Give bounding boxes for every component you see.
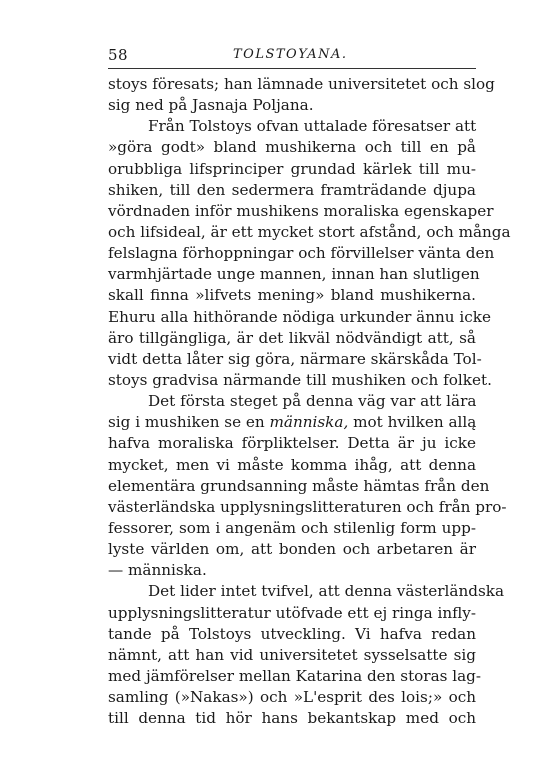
text-line: med jämförelser mellan Katarina den storas lag- bbox=[108, 666, 482, 685]
text-line-with-emphasis bbox=[108, 412, 476, 433]
text-line: stoys föresats; han lämnade universitetet och slog bbox=[108, 75, 495, 93]
emphasized-word: människa, bbox=[269, 413, 349, 432]
body-text bbox=[108, 74, 511, 729]
text-line: till denna tid hör hans bekantskap med och bbox=[108, 709, 476, 728]
paragraph-first-line: Från Tolstoys ofvan uttalade föresatser att bbox=[148, 117, 477, 136]
text-line: sig ned på Jasnaja Poljana. bbox=[108, 96, 314, 115]
text-line: upplysningslitteratur utöfvade ett ej ringa infly- bbox=[108, 603, 476, 622]
text-segment: sig i mushiken se en bbox=[108, 413, 265, 432]
page-header bbox=[108, 46, 476, 70]
text-line: shiken, till den sedermera framträdande djupa bbox=[108, 180, 476, 199]
running-title: TOLSTOYANA. bbox=[233, 47, 348, 62]
text-line: och lifsideal, är ett mycket stort afstånd, och många bbox=[108, 222, 511, 241]
text-line: fessorer, som i angenäm och stilenlig form upp- bbox=[108, 518, 476, 537]
text-line: stoys gradvisa närmande till mushiken och folket. bbox=[108, 370, 492, 389]
text-line: »göra godt» bland mushikerna och till en på bbox=[108, 138, 476, 157]
paragraph-first-line: Det första steget på denna väg var att lära bbox=[148, 392, 477, 411]
text-line: äro tillgängliga, är det likväl nödvändigt att, så bbox=[108, 328, 476, 347]
text-line: vördnaden inför mushikens moraliska egenskaper bbox=[108, 201, 494, 220]
text-line: elementära grundsanning måste hämtas från den bbox=[108, 476, 490, 495]
text-line: varmhjärtade unge mannen, innan han slutligen bbox=[108, 265, 480, 284]
text-line: mycket, men vi måste komma ihåg, att denna bbox=[108, 455, 476, 474]
text-line: Ehuru alla hithörande nödiga urkunder ännu icke bbox=[108, 307, 491, 326]
text-line: felslagna förhoppningar och förvillelser vänta den bbox=[108, 244, 495, 263]
page-number: 58 bbox=[108, 46, 129, 64]
text-line: vidt detta låter sig göra, närmare skärskåda Tol- bbox=[108, 349, 482, 368]
text-line: skall finna »lifvets mening» bland mushikerna. bbox=[108, 286, 476, 305]
text-segment: mot hvilken allą bbox=[353, 413, 477, 432]
paragraph-first-line: Det lider intet tvifvel, att denna västerländska bbox=[148, 582, 505, 601]
header-rule bbox=[108, 68, 476, 69]
text-line: orubbliga lifsprinciper grundad kärlek till mu- bbox=[108, 159, 476, 178]
text-line: tande på Tolstoys utveckling. Vi hafva redan bbox=[108, 624, 476, 643]
text-line: västerländska upplysningslitteraturen och från pro- bbox=[108, 497, 507, 516]
text-line: — människa. bbox=[108, 561, 207, 580]
text-line: hafva moraliska förpliktelser. Detta är ju icke bbox=[108, 434, 476, 453]
text-line: nämnt, att han vid universitetet sysselsatte sig bbox=[108, 645, 476, 664]
text-line: lyste världen om, att bonden och arbetaren är bbox=[108, 540, 476, 559]
text-line: samling (»Nakas») och »L'esprit des lois;» och bbox=[108, 688, 476, 707]
